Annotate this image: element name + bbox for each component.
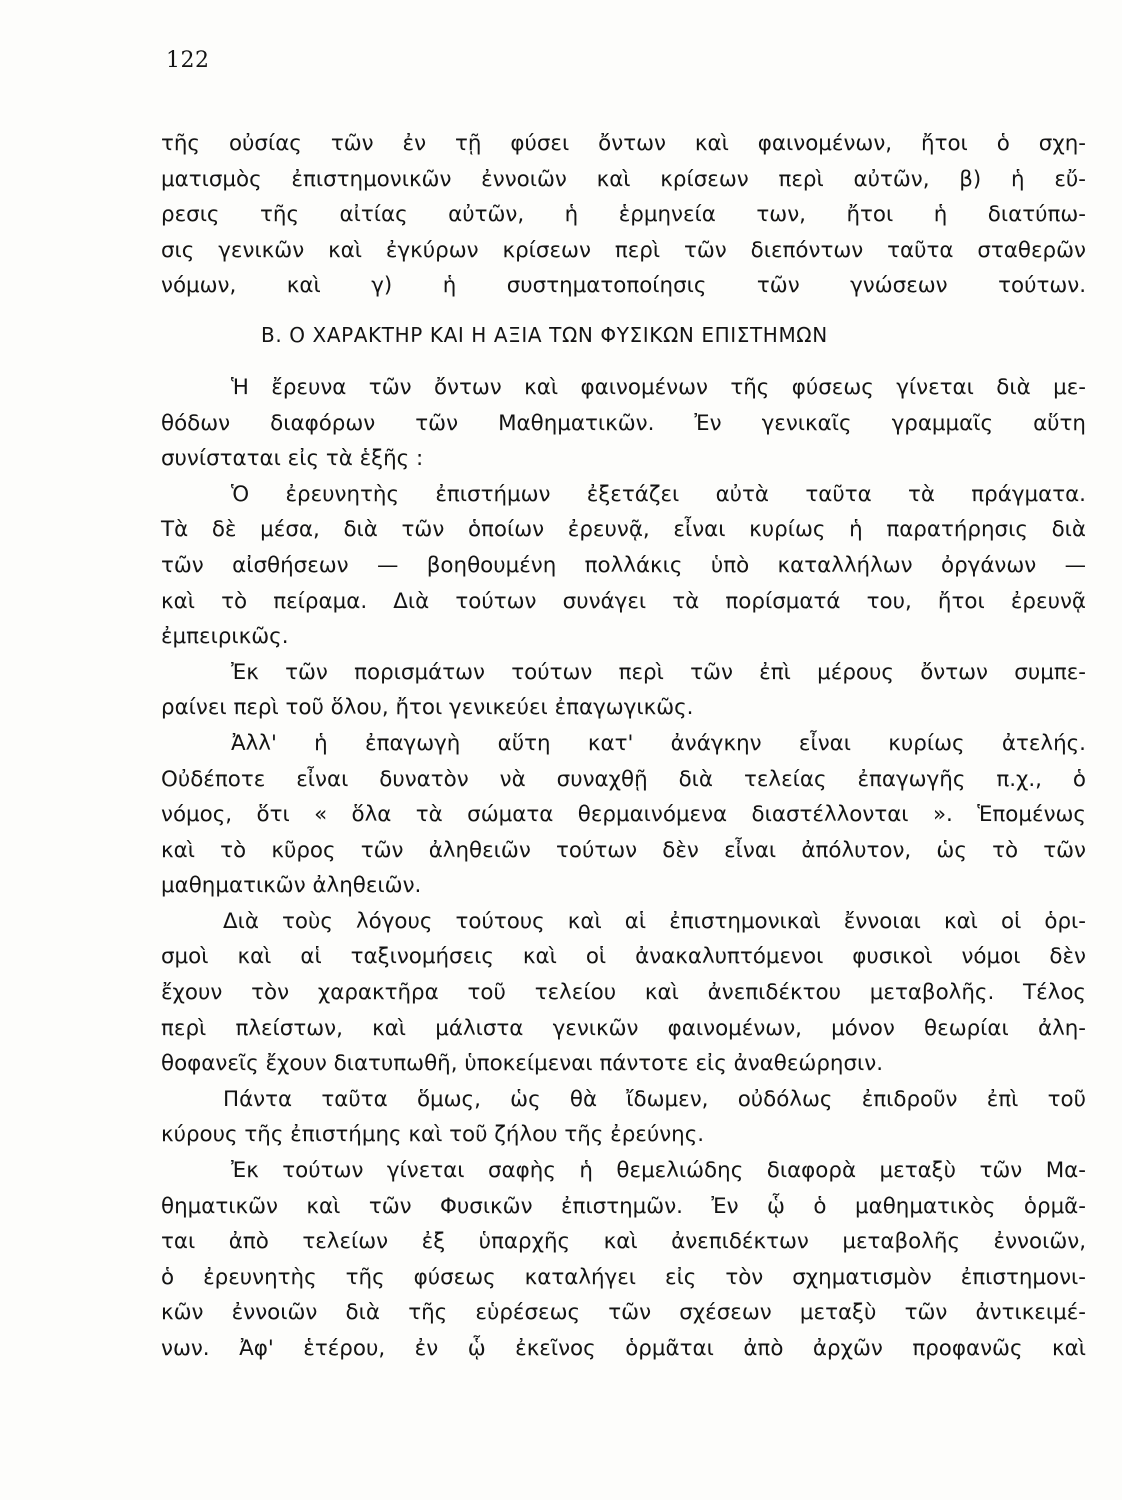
text-line: κύρους τῆς ἐπιστήμης καὶ τοῦ ζήλου τῆς ἐρεύνης. (161, 1122, 705, 1148)
text-line: συνίσταται εἰς τὰ ἑξῆς : (161, 446, 424, 472)
page-number: 122 (166, 48, 210, 73)
text-line: καὶ τὸ πείραμα. Διὰ τούτων συνάγει τὰ πορίσματά του, ἤτοι ἐρευνᾷ (161, 588, 1086, 614)
text-line: νων. Ἀφ' ἑτέρου, ἐν ᾧ ἐκεῖνος ὁρμᾶται ἀπὸ ἀρχῶν προφανῶς καὶ (161, 1336, 1086, 1361)
text-line: ἔχουν τὸν χαρακτῆρα τοῦ τελείου καὶ ἀνεπιδέκτου μεταβολῆς. Τέλος (161, 980, 1086, 1006)
text-line: ραίνει περὶ τοῦ ὅλου, ἤτοι γενικεύει ἐπαγωγικῶς. (161, 695, 694, 721)
text-line: περὶ πλείστων, καὶ μάλιστα γενικῶν φαινομένων, μόνον θεωρίαι ἀλη- (161, 1015, 1086, 1041)
text-line: σις γενικῶν καὶ ἐγκύρων κρίσεων περὶ τῶν διεπόντων ταῦτα σταθερῶν (161, 237, 1086, 263)
text-line: καὶ τὸ κῦρος τῶν ἀληθειῶν τούτων δὲν εἶναι ἀπόλυτον, ὡς τὸ τῶν (161, 837, 1086, 863)
text-line: ρεσις τῆς αἰτίας αὐτῶν, ἡ ἑρμηνεία των, ἤτοι ἡ διατύπω- (161, 202, 1086, 228)
paragraph-start-line: Ἐκ τούτων γίνεται σαφὴς ἡ θεμελιώδης διαφορὰ μεταξὺ τῶν Μα- (231, 1158, 1086, 1184)
paragraph-start-line: Ἀλλ' ἡ ἐπαγωγὴ αὕτη κατ' ἀνάγκην εἶναι κυρίως ἀτελής. (231, 730, 1086, 756)
text-line: τῆς οὐσίας τῶν ἐν τῇ φύσει ὄντων καὶ φαινομένων, ἤτοι ὁ σχη- (161, 131, 1086, 156)
section-heading: Β. Ο ΧΑΡΑΚΤΗΡ ΚΑΙ Η ΑΞΙΑ ΤΩΝ ΦΥΣΙΚΩΝ ΕΠΙΣΤΗΜΩΝ (261, 322, 828, 347)
text-line: νόμος, ὅτι « ὅλα τὰ σώματα θερμαινόμενα διαστέλλονται ». Ἑπομένως (161, 802, 1086, 828)
text-line: ὁ ἐρευνητὴς τῆς φύσεως καταλήγει εἰς τὸν σχηματισμὸν ἐπιστημονι- (161, 1264, 1086, 1290)
text-line: θόδων διαφόρων τῶν Μαθηματικῶν. Ἐν γενικαῖς γραμμαῖς αὕτη (161, 410, 1086, 436)
text-line: κῶν ἐννοιῶν διὰ τῆς εὑρέσεως τῶν σχέσεων μεταξὺ τῶν ἀντικειμέ- (161, 1300, 1086, 1326)
paragraph-start-line: Διὰ τοὺς λόγους τούτους καὶ αἱ ἐπιστημονικαὶ ἔννοιαι καὶ οἱ ὁρι- (223, 908, 1086, 934)
text-line: ται ἀπὸ τελείων ἐξ ὑπαρχῆς καὶ ἀνεπιδέκτων μεταβολῆς ἐννοιῶν, (161, 1229, 1086, 1255)
text-line: θοφανεῖς ἔχουν διατυπωθῆ, ὑποκείμεναι πάντοτε εἰς ἀναθεώρησιν. (161, 1051, 884, 1077)
paragraph-start-line: Ἐκ τῶν πορισμάτων τούτων περὶ τῶν ἐπὶ μέρους ὄντων συμπε- (231, 659, 1086, 685)
text-line: θηματικῶν καὶ τῶν Φυσικῶν ἐπιστημῶν. Ἐν ᾧ ὁ μαθηματικὸς ὁρμᾶ- (161, 1193, 1086, 1219)
text-line: σμοὶ καὶ αἱ ταξινομήσεις καὶ οἱ ἀνακαλυπτόμενοι φυσικοὶ νόμοι δὲν (161, 944, 1086, 970)
text-line: ματισμὸς ἐπιστημονικῶν ἐννοιῶν καὶ κρίσεων περὶ αὐτῶν, β) ἡ εὔ- (161, 166, 1086, 192)
paragraph-start-line: Ὁ ἐρευνητὴς ἐπιστήμων ἐξετάζει αὐτὰ ταῦτα τὰ πράγματα. (231, 481, 1086, 507)
paragraph-start-line: Ἡ ἔρευνα τῶν ὄντων καὶ φαινομένων τῆς φύσεως γίνεται διὰ με- (231, 374, 1086, 400)
text-line: τῶν αἰσθήσεων — βοηθουμένη πολλάκις ὑπὸ καταλλήλων ὀργάνων — (161, 552, 1086, 578)
text-line: ἐμπειρικῶς. (161, 624, 289, 650)
body-text (161, 126, 1086, 1367)
text-line: νόμων, καὶ γ) ἡ συστηματοποίησις τῶν γνώσεων τούτων. (161, 273, 1086, 299)
text-line: Τὰ δὲ μέσα, διὰ τῶν ὁποίων ἐρευνᾷ, εἶναι κυρίως ἡ παρατήρησις διὰ (161, 517, 1086, 543)
paragraph-start-line: Πάντα ταῦτα ὅμως, ὡς θὰ ἴδωμεν, οὐδόλως ἐπιδροῦν ἐπὶ τοῦ (223, 1086, 1086, 1112)
text-line: μαθηματικῶν ἀληθειῶν. (161, 873, 422, 899)
text-line: Οὐδέποτε εἶναι δυνατὸν νὰ συναχθῇ διὰ τελείας ἐπαγωγῆς π.χ., ὁ (161, 766, 1086, 792)
